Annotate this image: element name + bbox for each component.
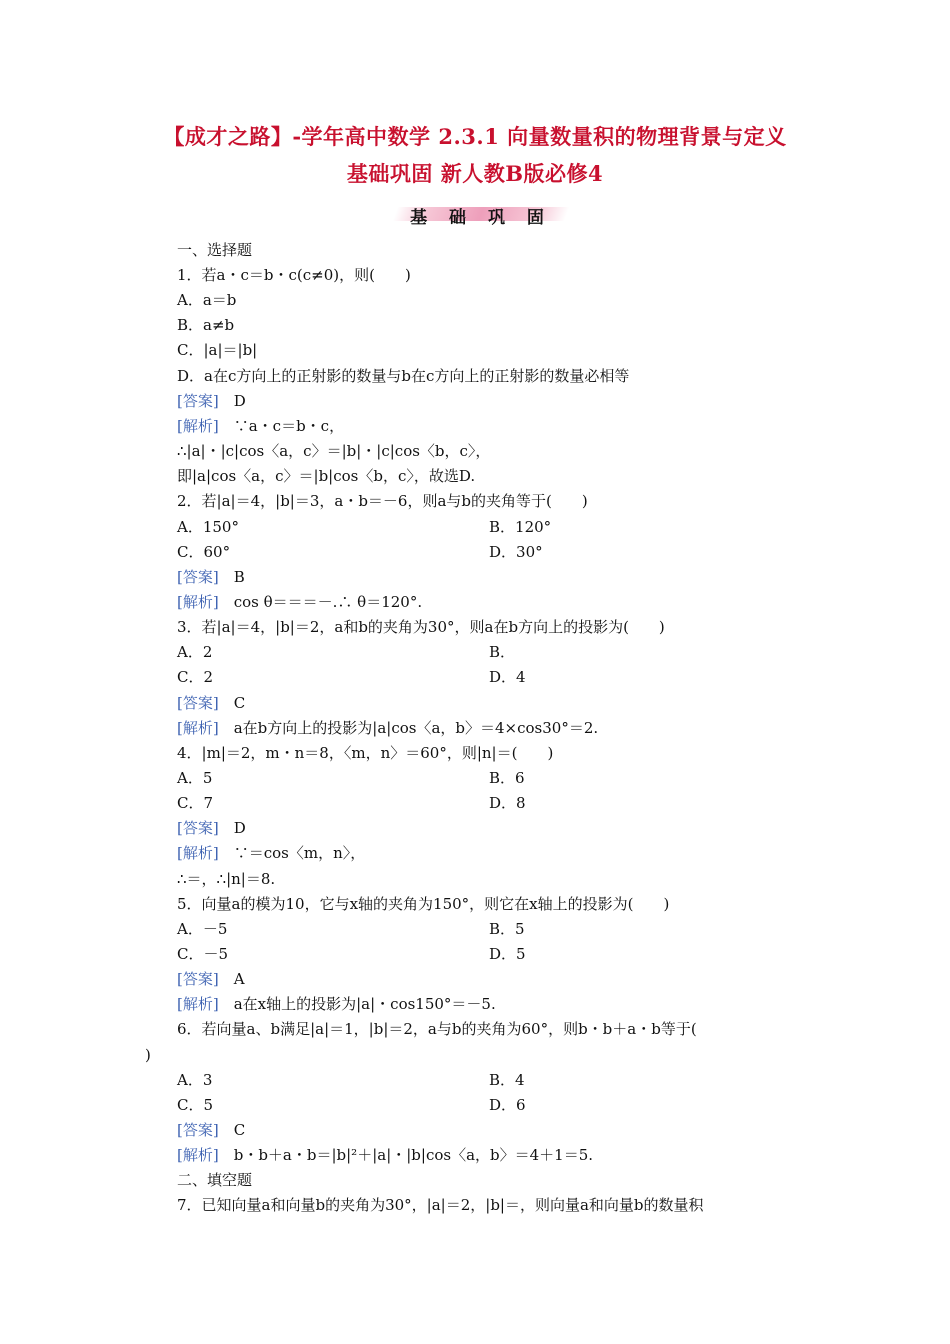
answer-tag: [答案] xyxy=(177,819,219,837)
q4-analysis-2: ∴＝，∴|n|＝8. xyxy=(177,870,276,888)
q2-analysis-1: cos θ＝＝＝－.∴ θ＝120°. xyxy=(218,593,423,611)
analysis-tag: [解析] xyxy=(177,995,219,1013)
analysis-tag: [解析] xyxy=(177,1146,219,1164)
q4-analysis-1: ∵＝cos〈m，n〉， xyxy=(218,844,366,862)
q6-option-c: C．5 xyxy=(177,1096,214,1114)
q5-option-a: A．－5 xyxy=(177,920,228,938)
q1-option-b: B．a≠b xyxy=(177,316,235,334)
q3-option-b: B． xyxy=(489,643,516,661)
q2-answer: B xyxy=(218,568,245,586)
q2-option-b: B．120° xyxy=(489,518,552,536)
q5-option-b: B．5 xyxy=(489,920,525,938)
q4-option-a: A．5 xyxy=(177,769,213,787)
section-heading-fill: 二、填空题 xyxy=(177,1171,253,1189)
q3-option-c: C．2 xyxy=(177,668,214,686)
q7-stem: 7．已知向量a和向量b的夹角为30°，|a|＝2，|b|＝，则向量a和向量b的数量积 xyxy=(177,1196,704,1214)
q1-answer: D xyxy=(218,392,246,410)
q3-analysis-row xyxy=(177,718,598,738)
q1-analysis-1: ∵a・c＝b・c， xyxy=(218,417,345,435)
q3-answer: C xyxy=(218,694,246,712)
q4-answer-row xyxy=(177,818,246,838)
q6-analysis-row xyxy=(177,1145,593,1165)
q4-stem: 4．|m|＝2，m・n＝8，〈m，n〉＝60°，则|n|＝( ) xyxy=(177,744,554,762)
q2-stem: 2．若|a|＝4，|b|＝3，a・b＝－6，则a与b的夹角等于( ) xyxy=(177,492,588,510)
analysis-tag: [解析] xyxy=(177,417,219,435)
q5-analysis-1: a在x轴上的投影为|a|・cos150°＝－5. xyxy=(218,995,496,1013)
answer-tag: [答案] xyxy=(177,568,219,586)
q6-answer: C xyxy=(218,1121,246,1139)
q5-stem: 5．向量a的模为10，它与x轴的夹角为150°，则它在x轴上的投影为( ) xyxy=(177,895,670,913)
q1-answer-row xyxy=(177,391,246,411)
q1-option-a: A．a＝b xyxy=(177,291,237,309)
q3-option-d: D．4 xyxy=(489,668,526,686)
answer-tag: [答案] xyxy=(177,970,219,988)
q6-analysis-1: b・b＋a・b＝|b|²＋|a|・|b|cos〈a，b〉＝4＋1＝5. xyxy=(218,1146,594,1164)
q5-option-c: C．－5 xyxy=(177,945,229,963)
section-banner xyxy=(395,203,567,228)
q1-stem: 1．若a・c＝b・c(c≠0)，则( ) xyxy=(177,266,411,284)
q4-option-d: D．8 xyxy=(489,794,526,812)
q1-option-c: C．|a|＝|b| xyxy=(177,341,258,359)
q1-analysis-3: 即|a|cos〈a，c〉＝|b|cos〈b，c〉，故选D. xyxy=(177,467,476,485)
analysis-tag: [解析] xyxy=(177,593,219,611)
answer-tag: [答案] xyxy=(177,1121,219,1139)
q6-stem-continued: ) xyxy=(145,1046,151,1064)
document-title-line-1: 【成才之路】-学年高中数学 2.3.1 向量数量积的物理背景与定义 xyxy=(163,124,787,149)
q2-analysis-row xyxy=(177,592,422,612)
q5-answer-row xyxy=(177,969,245,989)
q2-option-d: D．30° xyxy=(489,543,543,561)
q4-analysis-row xyxy=(177,843,365,863)
q1-analysis-2: ∴|a|・|c|cos〈a，c〉＝|b|・|c|cos〈b，c〉， xyxy=(177,442,491,460)
q5-analysis-row xyxy=(177,994,496,1014)
q4-option-c: C．7 xyxy=(177,794,214,812)
q2-option-a: A．150° xyxy=(177,518,239,536)
analysis-tag: [解析] xyxy=(177,844,219,862)
q4-option-b: B．6 xyxy=(489,769,525,787)
q1-analysis-row xyxy=(177,416,344,436)
analysis-tag: [解析] xyxy=(177,719,219,737)
q6-option-a: A．3 xyxy=(177,1071,213,1089)
q2-option-c: C．60° xyxy=(177,543,231,561)
section-heading-choice: 一、选择题 xyxy=(177,241,253,259)
q2-answer-row xyxy=(177,567,245,587)
q5-answer: A xyxy=(218,970,245,988)
q6-option-d: D．6 xyxy=(489,1096,526,1114)
q3-option-a: A．2 xyxy=(177,643,213,661)
q6-stem: 6．若向量a、b满足|a|＝1，|b|＝2，a与b的夹角为60°，则b・b＋a・b等于( xyxy=(177,1020,697,1038)
banner-label: 基 础 巩 固 xyxy=(410,208,552,228)
answer-tag: [答案] xyxy=(177,694,219,712)
q3-answer-row xyxy=(177,693,245,713)
document-title-line-2: 基础巩固 新人教B版必修4 xyxy=(346,161,604,186)
q6-answer-row xyxy=(177,1120,245,1140)
q3-analysis-1: a在b方向上的投影为|a|cos〈a，b〉＝4×cos30°＝2. xyxy=(218,719,599,737)
answer-tag: [答案] xyxy=(177,392,219,410)
q4-answer: D xyxy=(218,819,246,837)
q1-option-d: D．a在c方向上的正射影的数量与b在c方向上的正射影的数量必相等 xyxy=(177,367,630,385)
q5-option-d: D．5 xyxy=(489,945,526,963)
q6-option-b: B．4 xyxy=(489,1071,525,1089)
q3-stem: 3．若|a|＝4，|b|＝2，a和b的夹角为30°，则a在b方向上的投影为( ) xyxy=(177,618,665,636)
